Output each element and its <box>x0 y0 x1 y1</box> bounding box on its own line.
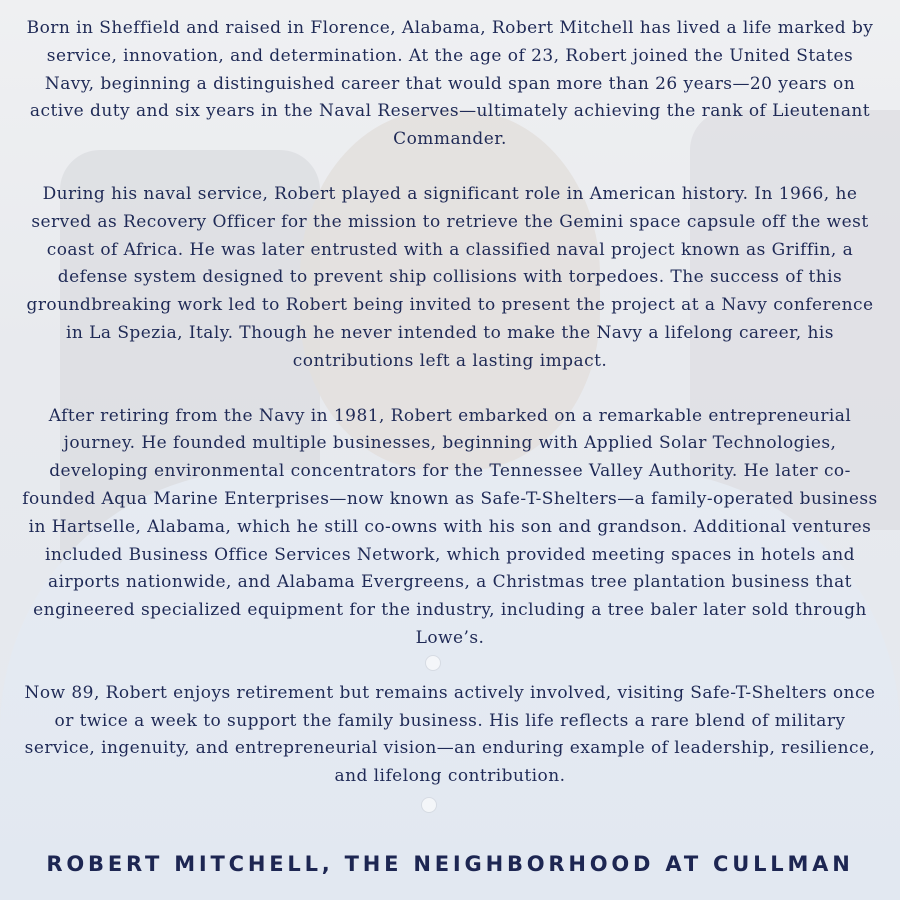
paragraph-early-life: Born in Sheffield and raised in Florence, Alabama, Robert Mitchell has lived a life marked by service, innovation, and determination. At the age of 23, Robert joined the United States Navy, beginning a distinguished career that would span more than 26 years—20 years on active duty and six years in the Naval Reserves—ultimately achieving the rank of Lieutenant Commander. <box>26 18 874 150</box>
paragraph-retirement: Now 89, Robert enjoys retirement but remains actively involved, visiting Safe-T-Shelters once or twice a week to support the family business. His life reflects a rare blend of military service, ingenuity, and entrepreneurial vision—an enduring example of leadership, resilience, and lifelong contribution. <box>24 682 876 787</box>
paragraph-naval-service: During his naval service, Robert played a significant role in American history. In 1966, he served as Recovery Officer for the mission to retrieve the Gemini space capsule off the west coast of Africa. He was later entrusted with a classified naval project known as Griffin, a defense system designed to prevent ship collisions with torpedoes. The success of this groundbreaking work led to Robert being invited to present the project at a Navy conference in La Spezia, Italy. Though he never intended to make the Navy a lifelong career, his contributions left a lasting impact. <box>26 183 874 371</box>
biography-text <box>22 15 878 818</box>
footer-caption: ROBERT MITCHELL, THE NEIGHBORHOOD AT CULLMAN <box>46 852 854 876</box>
paragraph-entrepreneurship: After retiring from the Navy in 1981, Robert embarked on a remarkable entrepreneurial journey. He founded multiple businesses, beginning with Applied Solar Technologies, developing environmental concentrators for the Tennessee Valley Authority. He later co-founded Aqua Marine Enterprises—now known as Safe-T-Shelters—a family-operated business in Hartselle, Alabama, which he still co-owns with his son and grandson. Additional ventures included Business Office Services Network, which provided meeting spaces in hotels and airports nationwide, and Alabama Evergreens, a Christmas tree plantation business that engineered specialized equipment for the industry, including a tree baler later sold through Lowe’s. <box>22 405 878 648</box>
